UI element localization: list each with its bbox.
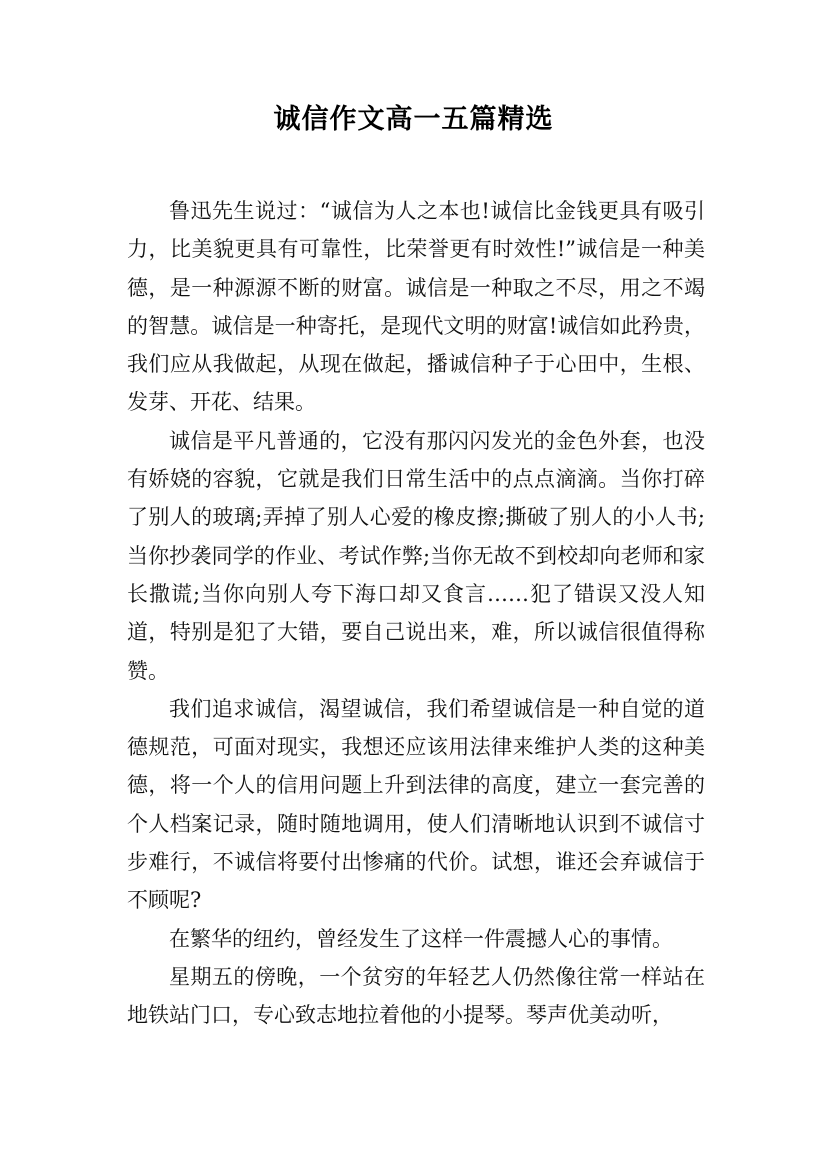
paragraph-1: 鲁迅先生说过：“诚信为人之本也!诚信比金钱更具有吸引力，比美貌更具有可靠性，比荣誉更有时效性!”诚信是一种美德，是一种源源不断的财富。诚信是一种取之不尽，用之不竭的智慧。诚信是一种寄托，是现代文明的财富!诚信如此矜贵，我们应从我做起，从现在做起，播诚信种子于心田中，生根、发芽、开花、结果。 (127, 199, 705, 415)
paragraph-5: 星期五的傍晚，一个贫穷的年轻艺人仍然像往常一样站在地铁站门口，专心致志地拉着他的小提琴。琴声优美动听， (127, 964, 705, 1028)
paragraph-2: 诚信是平凡普通的，它没有那闪闪发光的金色外套，也没有娇娆的容貌，它就是我们日常生活中的点点滴滴。当你打碎了别人的玻璃;弄掉了别人心爱的橡皮擦;撕破了别人的小人书;当你抄袭同学的作业、考试作弊;当你无故不到校却向老师和家长撒谎;当你向别人夸下海口却又食言……犯了错误又没人知道，特别是犯了大错，要自己说出来，难，所以诚信很值得称赞。 (127, 428, 705, 683)
document-body (127, 192, 705, 1035)
document-title: 诚信作文高一五篇精选 (273, 104, 554, 135)
paragraph-4: 在繁华的纽约，曾经发生了这样一件震撼人心的事情。 (169, 926, 673, 951)
paragraph-3: 我们追求诚信，渴望诚信，我们希望诚信是一种自觉的道德规范，可面对现实，我想还应该用法律来维护人类的这种美德，将一个人的信用问题上升到法律的高度，建立一套完善的个人档案记录，随时随地调用，使人们清晰地认识到不诚信寸步难行，不诚信将要付出惨痛的代价。试想，谁还会弃诚信于不顾呢? (127, 696, 705, 913)
